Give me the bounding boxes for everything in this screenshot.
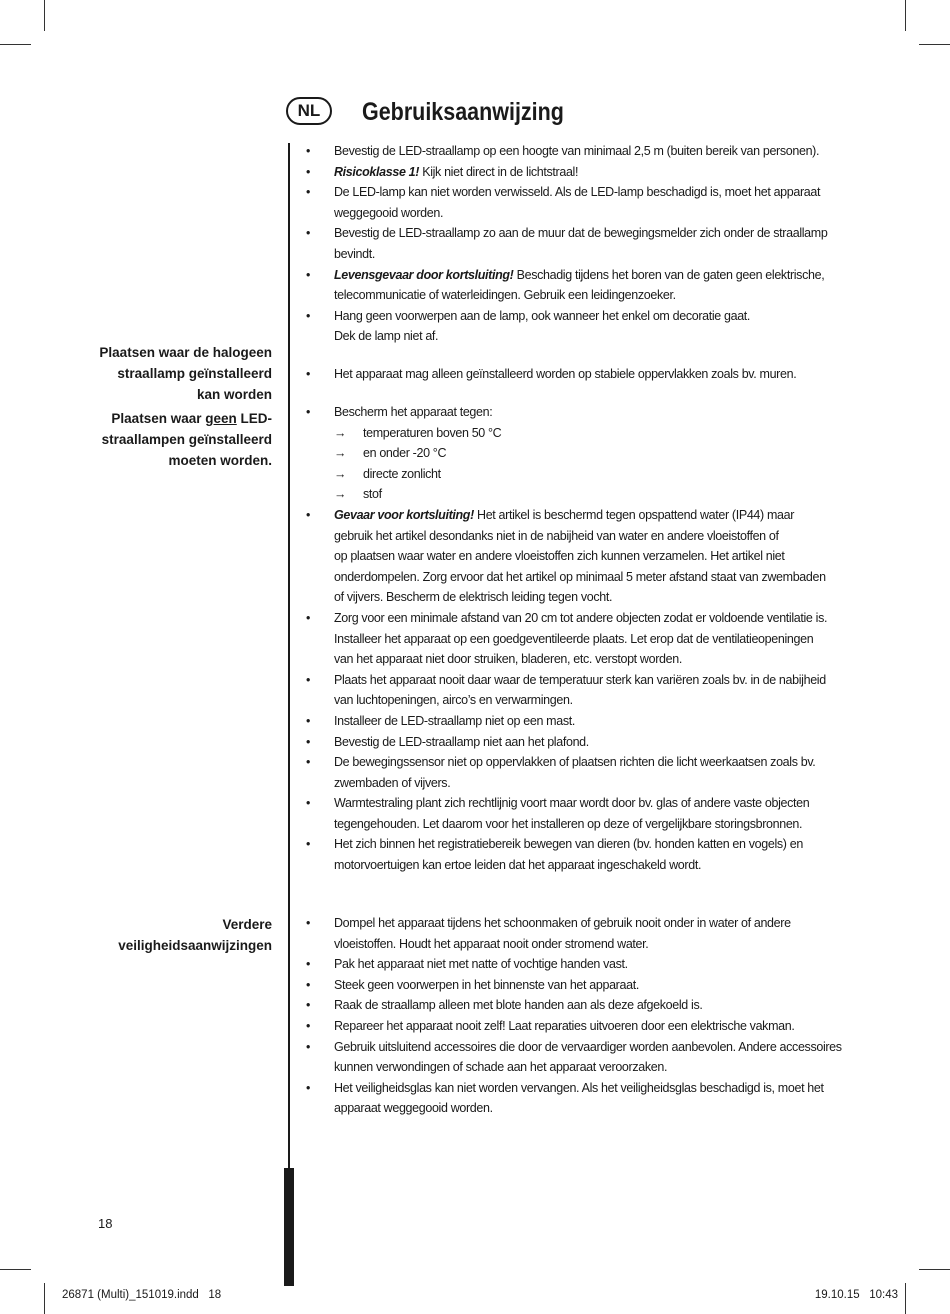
item-line: van het apparaat niet door struiken, bladeren, etc. verstopt worden. bbox=[334, 652, 682, 667]
list-item bbox=[300, 265, 860, 306]
footer-filename: 26871 (Multi)_151019.indd 18 bbox=[62, 1289, 222, 1301]
item-line: vloeistoffen. Houdt het apparaat nooit onder stromend water. bbox=[334, 936, 649, 951]
item-line: weggegooid worden. bbox=[334, 205, 444, 220]
item-line: • Repareer het apparaat nooit zelf! Laat reparaties uitvoeren door een elektrische vakman. bbox=[334, 1018, 795, 1033]
item-line: • Raak de straallamp alleen met blote handen aan als deze afgekoeld is. bbox=[334, 998, 703, 1013]
list-item bbox=[300, 608, 860, 670]
item-line: • Dompel het apparaat tijdens het schoonmaken of gebruik nooit onder in water of andere bbox=[334, 916, 791, 930]
list-item bbox=[300, 752, 860, 793]
list-item bbox=[300, 364, 860, 385]
crop-mark bbox=[905, 1283, 906, 1314]
sidebar-safety-heading bbox=[118, 914, 272, 956]
arrow-icon: → bbox=[334, 446, 347, 461]
arrow-icon: → bbox=[334, 487, 347, 502]
crop-mark bbox=[0, 1269, 31, 1270]
item-line: Het artikel is beschermd tegen opspattend water (IP44) maar bbox=[473, 507, 795, 522]
item-line: Installeer het apparaat op een goedgeventileerde plaats. Let erop dat de ventilatieopeningen bbox=[334, 631, 814, 646]
list-item bbox=[300, 913, 860, 954]
item-line: van luchtopeningen, airco’s en verwarmingen. bbox=[334, 693, 573, 708]
item-line: motorvoertuigen kan ertoe leiden dat het apparaat ingeschakeld wordt. bbox=[334, 858, 702, 873]
safety-list bbox=[300, 913, 860, 1119]
plain-line: Dek de lamp niet af. bbox=[334, 329, 439, 344]
item-line: • Het apparaat mag alleen geïnstalleerd worden op stabiele oppervlakken zoals bv. muren. bbox=[334, 367, 797, 381]
list-item bbox=[300, 732, 860, 753]
item-line: onderdompelen. Zorg ervoor dat het artikel op minimaal 5 meter afstand staat van zwembaden bbox=[334, 569, 826, 584]
item-line: Beschadig tijdens het boren van de gaten geen elektrische, bbox=[513, 267, 825, 282]
item-line: bevindt. bbox=[334, 246, 375, 261]
item-line: • Plaats het apparaat nooit daar waar de temperatuur sterk kan variëren zoals bv. in de nabijheid bbox=[334, 672, 826, 687]
list-item bbox=[300, 975, 860, 996]
footer-timestamp: 19.10.15 10:43 bbox=[814, 1289, 898, 1301]
sidebar-text: LED- bbox=[236, 411, 272, 426]
sidebar-line: Verdere bbox=[222, 917, 272, 932]
sidebar-underlined-word: geen bbox=[205, 411, 237, 426]
list-item bbox=[300, 306, 860, 327]
installation-surface-list bbox=[300, 364, 860, 385]
warning-lead: Risicoklasse 1! bbox=[334, 164, 420, 179]
item-line: • Hang geen voorwerpen aan de lamp, ook wanneer het enkel om decoratie gaat. bbox=[334, 308, 751, 323]
crop-mark bbox=[44, 1283, 45, 1314]
sub-item-text: en onder -20 °C bbox=[363, 446, 447, 461]
arrow-icon: → bbox=[334, 425, 347, 440]
item-line: • Gebruik uitsluitend accessoires die door de vervaardiger worden aanbevolen. Andere accessoires bbox=[334, 1039, 842, 1054]
sidebar-geen-led-heading bbox=[102, 408, 272, 471]
sub-item-text: temperaturen boven 50 °C bbox=[363, 425, 502, 440]
crop-mark bbox=[44, 0, 45, 31]
item-line: • Pak het apparaat niet met natte of vochtige handen vast. bbox=[334, 957, 628, 972]
item-line: telecommunicatie of waterleidingen. Gebruik een leidingenzoeker. bbox=[334, 288, 676, 303]
crop-mark bbox=[919, 44, 950, 45]
item-line: • Het veiligheidsglas kan niet worden vervangen. Als het veiligheidsglas beschadigd is, moet het bbox=[334, 1080, 824, 1095]
list-item bbox=[300, 834, 860, 875]
item-line: • Bevestig de LED-straallamp op een hoogte van minimaal 2,5 m (buiten bereik van personen). bbox=[334, 144, 820, 158]
item-line: • De bewegingssensor niet op oppervlakken of plaatsen richten die licht weerkaatsen zoals bv. bbox=[334, 755, 816, 770]
sidebar-line: moeten worden. bbox=[168, 453, 272, 468]
list-item bbox=[300, 1078, 860, 1119]
item-line: Kijk niet direct in de lichtstraal! bbox=[419, 164, 579, 179]
sub-item-text: directe zonlicht bbox=[363, 466, 441, 481]
item-line: • Bevestig de LED-straallamp niet aan het plafond. bbox=[334, 734, 589, 749]
page-title: Gebruiksaanwijzing bbox=[362, 98, 564, 126]
list-item bbox=[300, 223, 860, 264]
list-item bbox=[300, 711, 860, 732]
list-item bbox=[300, 1016, 860, 1037]
item-line: • Bevestig de LED-straallamp zo aan de muur dat de bewegingsmelder zich onder de straallamp bbox=[334, 226, 828, 241]
sub-item bbox=[300, 423, 860, 444]
warning-lead: Gevaar voor kortsluiting! bbox=[334, 507, 474, 522]
sub-item-text: stof bbox=[363, 487, 382, 502]
sidebar-halogeen-heading bbox=[99, 342, 272, 405]
list-item bbox=[300, 670, 860, 711]
item-line: • Bescherm het apparaat tegen: bbox=[334, 405, 493, 419]
sidebar-line bbox=[102, 408, 272, 429]
sub-item bbox=[300, 484, 860, 505]
sub-item bbox=[300, 443, 860, 464]
sub-item bbox=[300, 464, 860, 485]
list-item bbox=[300, 793, 860, 834]
item-line: tegengehouden. Let daarom voor het installeren op deze of vergelijkbare storingsbronnen. bbox=[334, 816, 803, 831]
divider-line bbox=[288, 143, 290, 1168]
language-badge: NL bbox=[286, 97, 332, 125]
protection-list bbox=[300, 402, 860, 876]
item-line: • Installeer de LED-straallamp niet op een mast. bbox=[334, 713, 575, 728]
list-item bbox=[300, 954, 860, 975]
item-line: • De LED-lamp kan niet worden verwisseld. Als de LED-lamp beschadigd is, moet het apparaat bbox=[334, 185, 821, 200]
crop-mark bbox=[0, 44, 31, 45]
item-line: • Het zich binnen het registratiebereik bewegen van dieren (bv. honden katten en vogels) en bbox=[334, 837, 803, 852]
item-line: zwembaden of vijvers. bbox=[334, 775, 451, 790]
item-line: op plaatsen waar water en andere vloeistoffen zich kunnen verzamelen. Het artikel niet bbox=[334, 549, 785, 564]
list-item bbox=[300, 995, 860, 1016]
list-item bbox=[300, 505, 860, 608]
list-item bbox=[300, 162, 860, 183]
crop-mark bbox=[905, 0, 906, 31]
item-line: apparaat weggegooid worden. bbox=[334, 1101, 493, 1116]
warning-lead: Levensgevaar door kortsluiting! bbox=[334, 267, 514, 282]
list-item bbox=[300, 182, 860, 223]
item-line: • Zorg voor een minimale afstand van 20 cm tot andere objecten zodat er voldoende ventilatie is. bbox=[334, 610, 828, 625]
arrow-icon: → bbox=[334, 466, 347, 481]
item-line: • Steek geen voorwerpen in het binnenste van het apparaat. bbox=[334, 977, 639, 992]
list-item bbox=[300, 141, 860, 162]
sidebar-line: veiligheidsaanwijzingen bbox=[118, 938, 272, 953]
crop-mark bbox=[919, 1269, 950, 1270]
sidebar-text: Plaatsen waar bbox=[111, 411, 206, 426]
list-item bbox=[300, 402, 860, 423]
item-line: of vijvers. Bescherm de elektrisch leiding tegen vocht. bbox=[334, 590, 613, 605]
sidebar-line: straallamp geïnstalleerd bbox=[117, 366, 272, 381]
mounting-list bbox=[300, 141, 860, 347]
item-line: gebruik het artikel desondanks niet in de nabijheid van water en andere vloeistoffen of bbox=[334, 528, 779, 543]
sidebar-line: straallampen geïnstalleerd bbox=[101, 432, 272, 447]
page-number: 18 bbox=[98, 1216, 113, 1231]
sidebar-line: Plaatsen waar de halogeen bbox=[99, 345, 272, 360]
page-edge-bar bbox=[284, 1168, 294, 1286]
item-line: kunnen verwondingen of schade aan het apparaat veroorzaken. bbox=[334, 1060, 668, 1075]
item-line: • Warmtestraling plant zich rechtlijnig voort maar wordt door bv. glas of andere vaste objecten bbox=[334, 796, 810, 811]
sidebar-line: kan worden bbox=[196, 387, 272, 402]
list-item bbox=[300, 1037, 860, 1078]
